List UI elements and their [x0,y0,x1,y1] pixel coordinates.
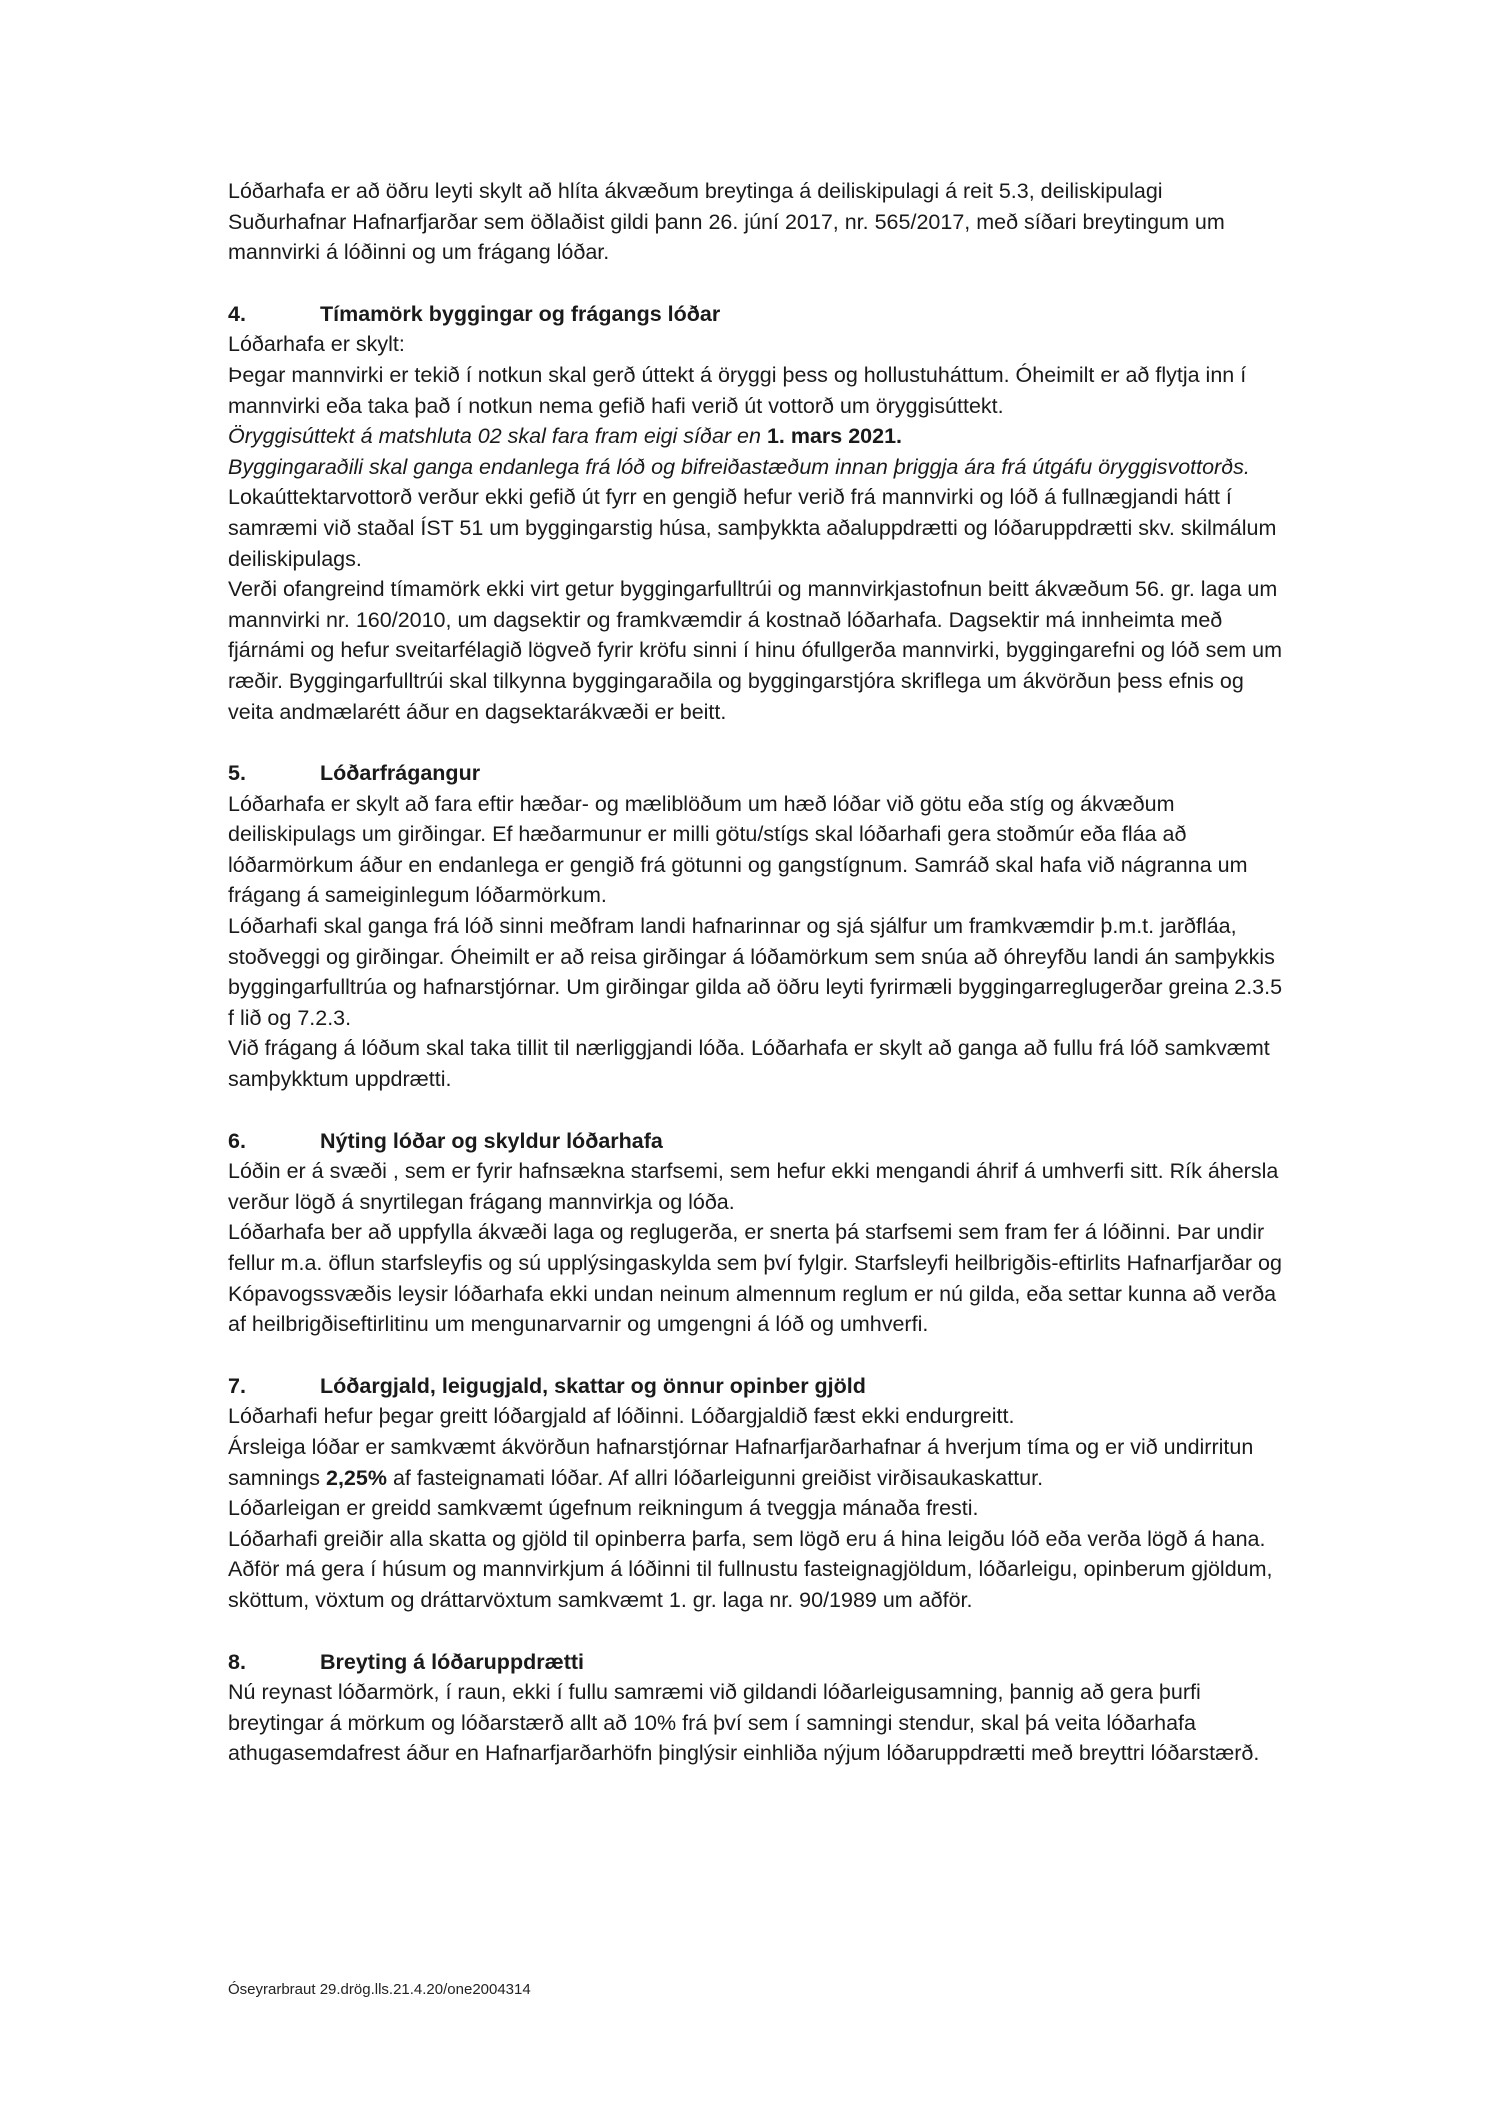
section-6 [228,1126,1284,1340]
section-8 [228,1647,1284,1769]
page-footer: Óseyrarbraut 29.drög.lls.21.4.20/one2004314 [228,1981,531,1998]
section-5-paragraph-3: Við frágang á lóðum skal taka tillit til nærliggjandi lóða. Lóðarhafa er skylt að ganga að fullu frá lóð samkvæmt samþykktum uppdrætti. [228,1036,1270,1092]
section-4-deadline-text: Öryggisúttekt á matshluta 02 skal fara fram eigi síðar en [228,424,767,449]
section-7-heading [228,1371,1284,1402]
section-6-paragraph-1: Lóðin er á svæði , sem er fyrir hafnsækna starfsemi, sem hefur ekki mengandi áhrif á umhverfi sitt. Rík áhersla verður lögð á snyrtilegan frágang mannvirkja og lóða. [228,1159,1279,1214]
section-7-paragraph-2 [228,1432,1284,1493]
section-4-number: 4. [228,301,246,326]
section-7-paragraph-3: Lóðarleigan er greidd samkvæmt úgefnum reikningum á tveggja mánaða fresti. [228,1496,979,1521]
section-6-title: Nýting lóðar og skyldur lóðarhafa [320,1128,663,1153]
section-7-rent-percentage: 2,25% [326,1465,387,1490]
section-4-deadline-date: 1. mars 2021. [766,424,903,449]
section-4-paragraph-5: Verði ofangreind tímamörk ekki virt getur byggingarfulltrúi og mannvirkjastofnun beitt ákvæðum 56. gr. laga um mannvirki nr. 160/2010, um dagsektir og framkvæmdir á kostnað lóðarhafa. Dagsektir má innheimta með fjárnámi og hefur sveitarfélagið lögveð fyrir kröfu sinni í hinu ófullgerða mannvirki, byggingarefni og lóð sem um ræðir. Byggingarfulltrúi skal tilkynna byggingaraðila og byggingarstjóra skriflega um ákvörðun þess efnis og veita andmælarétt áður en dagsektarákvæði er beitt. [228,577,1283,724]
section-4-paragraph-3 [228,421,1284,452]
section-5-paragraph-2: Lóðarhafi skal ganga frá lóð sinni meðfram landi hafnarinnar og sjá sjálfur um framkvæmdir þ.m.t. jarðfláa, stoðveggi og girðingar. Óheimilt er að reisa girðingar á lóðamörkum sem snúa að óhreyfðu landi án samþykkis byggingarfulltrúa og hafnarstjórnar. Um girðingar gilda að öðru leyti fyrirmæli byggingarreglugerðar greina 2.3.5 f lið og 7.2.3. [228,914,1283,1030]
section-8-title: Breyting á lóðaruppdrætti [320,1649,584,1674]
section-4-paragraph-4 [228,452,1284,574]
section-7-rent-text-end: af fasteignamati lóðar. Af allri lóðarleigunni greiðist virðisaukaskattur. [386,1465,1044,1490]
document-body [228,176,1284,1769]
section-4-paragraph-1: Lóðarhafa er skylt: [228,332,405,357]
section-6-paragraph-2: Lóðarhafa ber að uppfylla ákvæði laga og reglugerða, er snerta þá starfsemi sem fram fer á lóðinni. Þar undir fellur m.a. öflun starfsleyfis og sú upplýsingaskylda sem því fylgir. Starfsleyfi heilbrigðis-eftirlits Hafnarfjarðar og Kópavogssvæðis leysir lóðarhafa ekki undan neinum almennum reglum er nú gilda, eða settar kunna að verða af heilbrigðiseftirlitinu um mengunarvarnir og umgengni á lóð og umhverfi. [228,1220,1282,1337]
section-7-number: 7. [228,1373,246,1398]
intro-paragraph: Lóðarhafa er að öðru leyti skylt að hlíta ákvæðum breytinga á deiliskipulagi á reit 5.3, deiliskipulagi Suðurhafnar Hafnarfjarðar sem öðlaðist gildi þann 26. júní 2017, nr. 565/2017, með síðari breytingum um mannvirki á lóðinni og um frágang lóðar. [228,179,1225,265]
section-5-title: Lóðarfrágangur [320,761,481,786]
section-7-rent-text: Ársleiga lóðar er samkvæmt ákvörðun hafnarstjórnar Hafnarfjarðarhafnar á hverjum tíma og er við undirritun samnings [228,1434,1254,1490]
section-8-paragraph-1: Nú reynast lóðarmörk, í raun, ekki í fullu samræmi við gildandi lóðarleigusamning, þannig að gera þurfi breytingar á mörkum og lóðarstærð allt að 10% frá því sem í samningi stendur, skal þá veita lóðarhafa athugasemdafrest áður en Hafnarfjarðarhöfn þinglýsir einhliða nýjum lóðaruppdrætti með breyttri lóðarstærð. [228,1680,1260,1766]
section-5 [228,758,1284,1095]
section-7-paragraph-1: Lóðarhafi hefur þegar greitt lóðargjald af lóðinni. Lóðargjaldið fæst ekki endurgreitt. [228,1404,1015,1429]
section-5-paragraph-1: Lóðarhafa er skylt að fara eftir hæðar- og mæliblöðum um hæð lóðar við götu eða stíg og ákvæðum deiliskipulags um girðingar. Ef hæðarmunur er milli götu/stígs skal lóðarhafi gera stoðmúr eða fláa að lóðarmörkum áður en endanlega er gengið frá götunni og gangstígnum. Samráð skal hafa við nágranna um frágang á sameiginlegum lóðarmörkum. [228,791,1248,908]
section-8-heading [228,1647,1284,1678]
section-7-title: Lóðargjald, leigugjald, skattar og önnur opinber gjöld [320,1373,866,1398]
section-5-number: 5. [228,761,246,786]
section-7 [228,1371,1284,1616]
section-5-heading [228,758,1284,789]
section-4-builder-obligation: Byggingaraðili skal ganga endanlega frá lóð og bifreiðastæðum innan þriggja ára frá útgáfu öryggisvottorðs. [228,454,1250,479]
section-4-heading [228,299,1284,330]
section-4-final-certificate-text: Lokaúttektarvottorð verður ekki gefið út fyrr en gengið hefur verið frá mannvirki og lóð á fullnægjandi hátt í samræmi við staðal ÍST 51 um byggingarstig húsa, samþykkta aðaluppdrætti og lóðaruppdrætti skv. skilmálum deiliskipulags. [228,485,1277,571]
section-4-title: Tímamörk byggingar og frágangs lóðar [320,301,721,326]
section-6-heading [228,1126,1284,1157]
section-6-number: 6. [228,1128,246,1153]
section-7-paragraph-4: Lóðarhafi greiðir alla skatta og gjöld til opinberra þarfa, sem lögð eru á hina leigðu lóð eða verða lögð á hana. Aðför má gera í húsum og mannvirkjum á lóðinni til fullnustu fasteignagjöldum, lóðarleigu, opinberum gjöldum, sköttum, vöxtum og dráttarvöxtum samkvæmt 1. gr. laga nr. 90/1989 um aðför. [228,1526,1273,1612]
section-8-number: 8. [228,1649,246,1674]
section-4-paragraph-2: Þegar mannvirki er tekið í notkun skal gerð úttekt á öryggi þess og hollustuháttum. Óheimilt er að flytja inn í mannvirki eða taka það í notkun nema gefið hafi verið út vottorð um öryggisúttekt. [228,362,1247,418]
section-4 [228,299,1284,727]
